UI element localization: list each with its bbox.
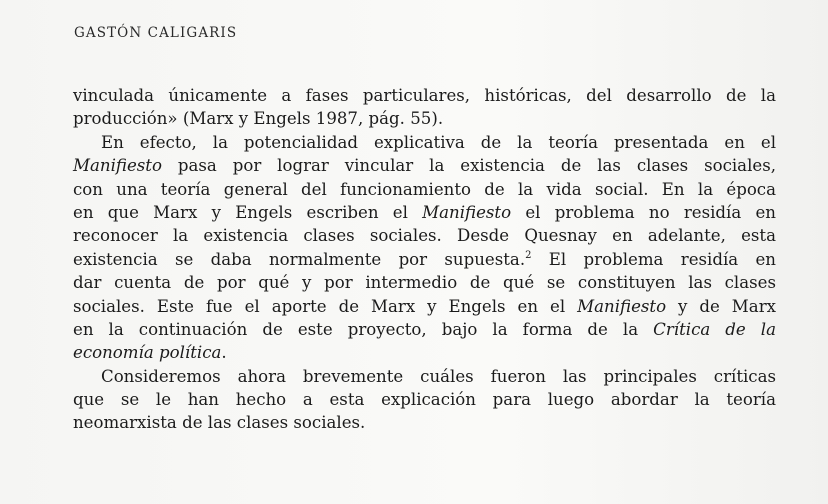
paragraph-continuation [73,84,776,131]
text-line [73,131,776,154]
text-run: y de Marx [666,296,776,316]
text-run: reconocer la existencia clases sociales. Desde Quesnay en adelante, esta [73,226,776,246]
text-run: El problema residía en [531,249,776,269]
paragraph [73,131,776,365]
text-line [73,341,776,364]
text-line [73,388,776,411]
text-run: pasa por lograr vincular la existencia de las clases sociales, [161,156,776,176]
text-line [73,107,776,130]
text-run: vinculada únicamente a fases particulares, históricas, del desarrollo de la [73,86,776,105]
text-line [73,224,776,247]
text-line [73,411,776,434]
text-line [73,84,776,107]
text-run: neomarxista de las clases sociales. [73,413,366,433]
running-header: GASTÓN CALIGARIS [74,25,238,41]
italic-title: Manifiesto [422,202,512,222]
text-run: Consideremos ahora brevemente cuáles fueron las principales críticas [101,366,776,386]
text-line [73,178,776,201]
text-run: en que Marx y Engels escriben el [73,202,423,222]
text-line [73,365,776,388]
italic-title: Manifiesto [577,296,667,316]
text-line [73,271,776,294]
text-run: existencia se daba normalmente por supuesta. [73,249,526,269]
text-run: En efecto, la potencialidad explicativa de la teoría presentada en el [101,132,776,152]
text-line [73,201,776,224]
text-line [73,248,776,271]
italic-title: Crítica de la [653,319,776,339]
text-run: sociales. Este fue el aporte de Marx y Engels en el [73,296,578,316]
text-line [73,154,776,177]
italic-title: economía política [73,343,222,363]
text-line [73,318,776,341]
text-run: el problema no residía en [511,202,776,222]
footnote-marker[interactable]: 2 [525,249,532,261]
text-line [73,295,776,318]
italic-title: Manifiesto [73,156,162,176]
text-run: dar cuenta de por qué y por intermedio de qué se constituyen las clases [73,273,776,293]
paragraph [73,365,776,435]
text-run: producción» (Marx y Engels 1987, pág. 55). [73,109,444,129]
text-run: que se le han hecho a esta explicación para luego abordar la teoría [73,390,776,410]
body-text [73,84,776,435]
text-run: en la continuación de este proyecto, bajo la forma de la [73,319,654,339]
text-run: . [221,343,227,363]
text-run: con una teoría general del funcionamiento de la vida social. En la época [73,179,776,199]
